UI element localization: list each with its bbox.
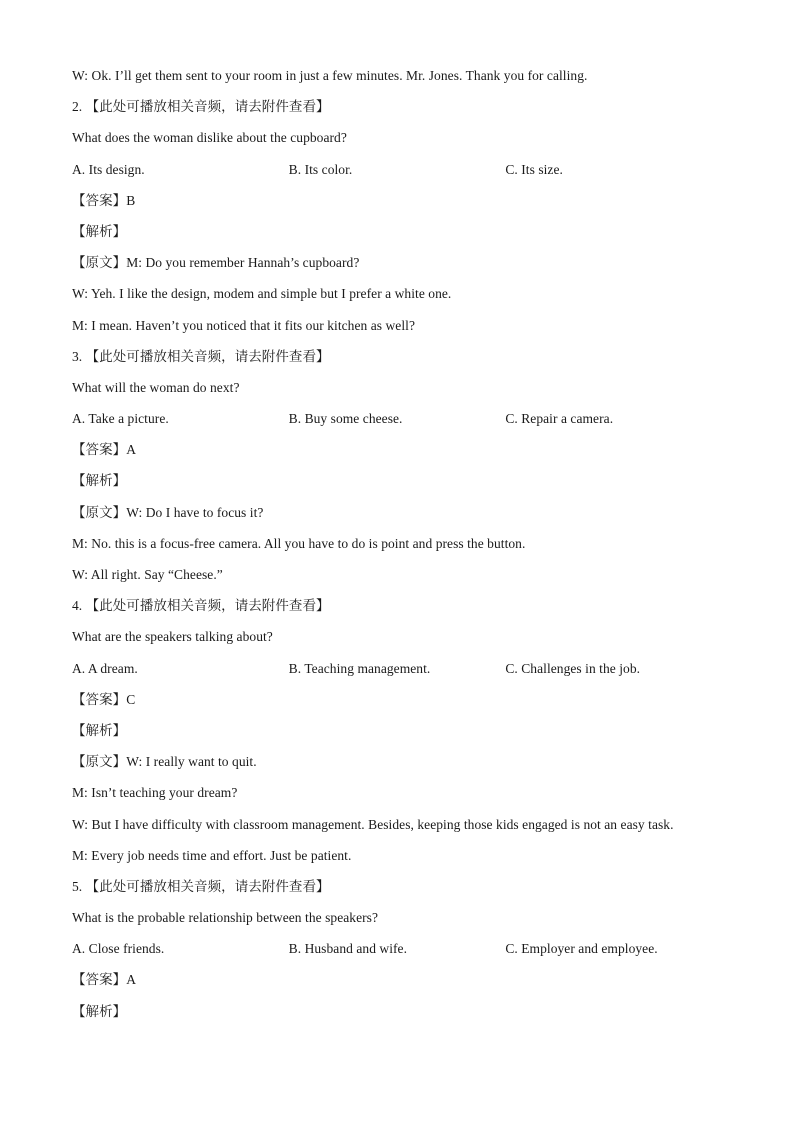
dialogue-line: M: No. this is a focus-free camera. All you have to do is point and press the button. — [72, 535, 526, 551]
option-b: B. Its color. — [288, 161, 353, 177]
question-heading-4: 4. 【此处可播放相关音频，请去附件查看】 — [72, 598, 330, 614]
document-page — [72, 66, 722, 1033]
dialogue-line: W: Yeh. I like the design, modem and simple but I prefer a white one. — [72, 286, 452, 302]
dialogue-line: M: I mean. Haven’t you noticed that it fits our kitchen as well? — [72, 317, 415, 333]
answer-line-4: 【答案】C — [72, 691, 136, 707]
option-a: A. A dream. — [72, 660, 138, 676]
answer-line-5: 【答案】A — [72, 972, 136, 988]
analysis-label-4: 【解析】 — [72, 722, 127, 738]
option-a: A. Take a picture. — [72, 411, 169, 427]
dialogue-line: W: All right. Say “Cheese.” — [72, 567, 223, 582]
option-a: A. Its design. — [72, 161, 145, 177]
analysis-label-5: 【解析】 — [72, 1003, 127, 1019]
dialogue-line: M: Every job needs time and effort. Just be patient. — [72, 847, 352, 863]
answer-options-3 — [72, 409, 722, 440]
option-b: B. Buy some cheese. — [288, 411, 403, 427]
dialogue-line: W: Ok. I’ll get them sent to your room in just a few minutes. Mr. Jones. Thank you for calling. — [72, 68, 588, 83]
option-b: B. Teaching management. — [288, 660, 431, 676]
answer-line-3: 【答案】A — [72, 442, 136, 458]
question-heading-2: 2. 【此处可播放相关音频，请去附件查看】 — [72, 99, 330, 115]
question-text-4: What are the speakers talking about? — [72, 629, 273, 645]
option-c: C. Repair a camera. — [505, 411, 614, 427]
answer-options-4 — [72, 659, 722, 690]
question-heading-5: 5. 【此处可播放相关音频，请去附件查看】 — [72, 878, 330, 894]
question-heading-3: 3. 【此处可播放相关音频，请去附件查看】 — [72, 348, 330, 364]
transcript-line: 【原文】W: I really want to quit. — [72, 754, 257, 770]
dialogue-line: W: But I have difficulty with classroom management. Besides, keeping those kids engaged is not an easy task. — [72, 816, 674, 832]
transcript-line: 【原文】W: Do I have to focus it? — [72, 504, 264, 520]
analysis-label-2: 【解析】 — [72, 223, 127, 239]
option-a: A. Close friends. — [72, 941, 165, 957]
question-text-2: What does the woman dislike about the cupboard? — [72, 130, 347, 146]
answer-line-2: 【答案】B — [72, 192, 136, 208]
option-b: B. Husband and wife. — [288, 941, 408, 957]
analysis-label-3: 【解析】 — [72, 473, 127, 489]
transcript-line: 【原文】M: Do you remember Hannah’s cupboard? — [72, 255, 360, 271]
option-c: C. Employer and employee. — [505, 941, 658, 957]
question-text-5: What is the probable relationship between the speakers? — [72, 910, 379, 926]
option-c: C. Its size. — [505, 161, 563, 177]
question-text-3: What will the woman do next? — [72, 379, 240, 395]
option-c: C. Challenges in the job. — [505, 660, 641, 676]
answer-options-5 — [72, 939, 722, 970]
answer-options-2 — [72, 160, 722, 191]
dialogue-line: M: Isn’t teaching your dream? — [72, 785, 238, 801]
